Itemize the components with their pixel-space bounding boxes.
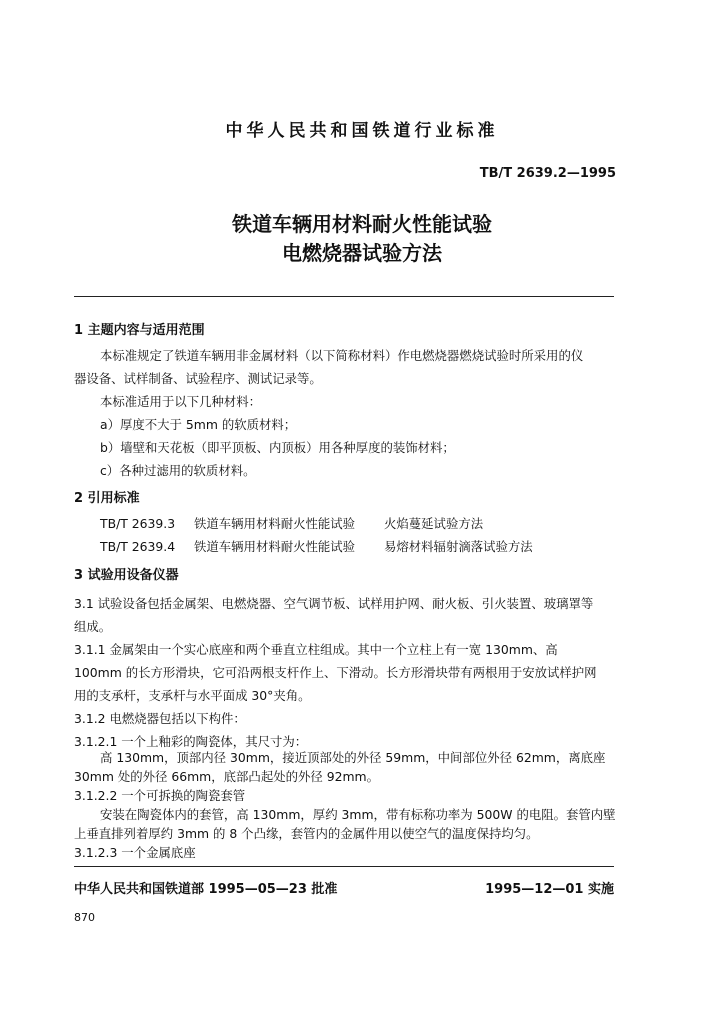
clause-3-1-2-2: 3.1.2.2 一个可拆换的陶瓷套管 bbox=[74, 788, 246, 803]
section-1-paragraph-line: 器设备、试样制备、试验程序、测试记录等。 bbox=[74, 371, 322, 386]
section-1-heading: 1 主题内容与适用范围 bbox=[74, 323, 205, 338]
clause-3-1-line: 3.1 试验设备包括金属架、电燃烧器、空气调节板、试样用护网、耐火板、引火装置、玻璃罩等 bbox=[74, 596, 594, 611]
effective-date: 1995—12—01 实施 bbox=[485, 882, 614, 897]
clause-3-1-1-line: 100mm 的长方形滑块，它可沿两根支杆作上、下滑动。长方形滑块带有两根用于安放试样护网 bbox=[74, 665, 597, 680]
clause-3-1-1-line: 用的支承杆，支承杆与水平面成 30°夹角。 bbox=[74, 688, 311, 703]
clause-3-1-2-3: 3.1.2.3 一个金属底座 bbox=[74, 845, 196, 860]
page-number: 870 bbox=[74, 911, 95, 924]
standard-code: TB/T 2639.2—1995 bbox=[479, 166, 616, 181]
standard-org-heading: 中华人民共和国铁道行业标准 bbox=[225, 121, 499, 141]
approval-line: 中华人民共和国铁道部 1995—05—23 批准 bbox=[74, 882, 338, 897]
bottom-divider bbox=[74, 866, 614, 867]
clause-3-1-2-1: 3.1.2.1 一个上釉彩的陶瓷体，其尺寸为： bbox=[74, 734, 308, 749]
reference-standard bbox=[100, 514, 483, 532]
top-divider bbox=[74, 296, 614, 297]
clause-3-1-2-1-line: 高 130mm，顶部内径 30mm，接近顶部处的外径 59mm，中间部位外径 62mm，离底座 bbox=[100, 750, 606, 765]
section-3-heading: 3 试验用设备仪器 bbox=[74, 568, 179, 583]
reference-subtitle: 火焰蔓延试验方法 bbox=[384, 516, 484, 531]
document-title-line-2: 电燃烧器试验方法 bbox=[282, 241, 442, 265]
section-1-paragraph-line: 本标准规定了铁道车辆用非金属材料（以下简称材料）作电燃烧器燃烧试验时所采用的仪 bbox=[100, 348, 584, 363]
section-1-scope-intro: 本标准适用于以下几种材料： bbox=[100, 394, 262, 409]
list-item: c）各种过滤用的软质材料。 bbox=[100, 463, 256, 478]
reference-code: TB/T 2639.3 bbox=[100, 516, 176, 531]
clause-3-1-1-line: 3.1.1 金属架由一个实心底座和两个垂直立柱组成。其中一个立柱上有一宽 130mm、高 bbox=[74, 642, 558, 657]
clause-3-1-line: 组成。 bbox=[74, 619, 112, 634]
document-title-line-1: 铁道车辆用材料耐火性能试验 bbox=[232, 212, 492, 236]
list-item: b）墙壁和天花板（即平顶板、内顶板）用各种厚度的装饰材料； bbox=[100, 440, 455, 455]
reference-code: TB/T 2639.4 bbox=[100, 539, 176, 554]
section-2-heading: 2 引用标准 bbox=[74, 491, 140, 506]
reference-standard bbox=[100, 537, 533, 555]
reference-title: 铁道车辆用材料耐火性能试验 bbox=[194, 516, 356, 531]
clause-3-1-2-1-line: 30mm 处的外径 66mm，底部凸起处的外径 92mm。 bbox=[74, 769, 380, 784]
clause-3-1-2-2-line: 安装在陶瓷体内的套管，高 130mm，厚约 3mm，带有标称功率为 500W 的电阻。套管内壁 bbox=[100, 807, 616, 822]
clause-3-1-2-2-line: 上垂直排列着厚约 3mm 的 8 个凸缘，套管内的金属件用以使空气的温度保持均匀。 bbox=[74, 826, 539, 841]
list-item: a）厚度不大于 5mm 的软质材料； bbox=[100, 417, 297, 432]
clause-3-1-2: 3.1.2 电燃烧器包括以下构件： bbox=[74, 711, 246, 726]
reference-subtitle: 易熔材料辐射滴落试验方法 bbox=[384, 539, 533, 554]
reference-title: 铁道车辆用材料耐火性能试验 bbox=[194, 539, 356, 554]
